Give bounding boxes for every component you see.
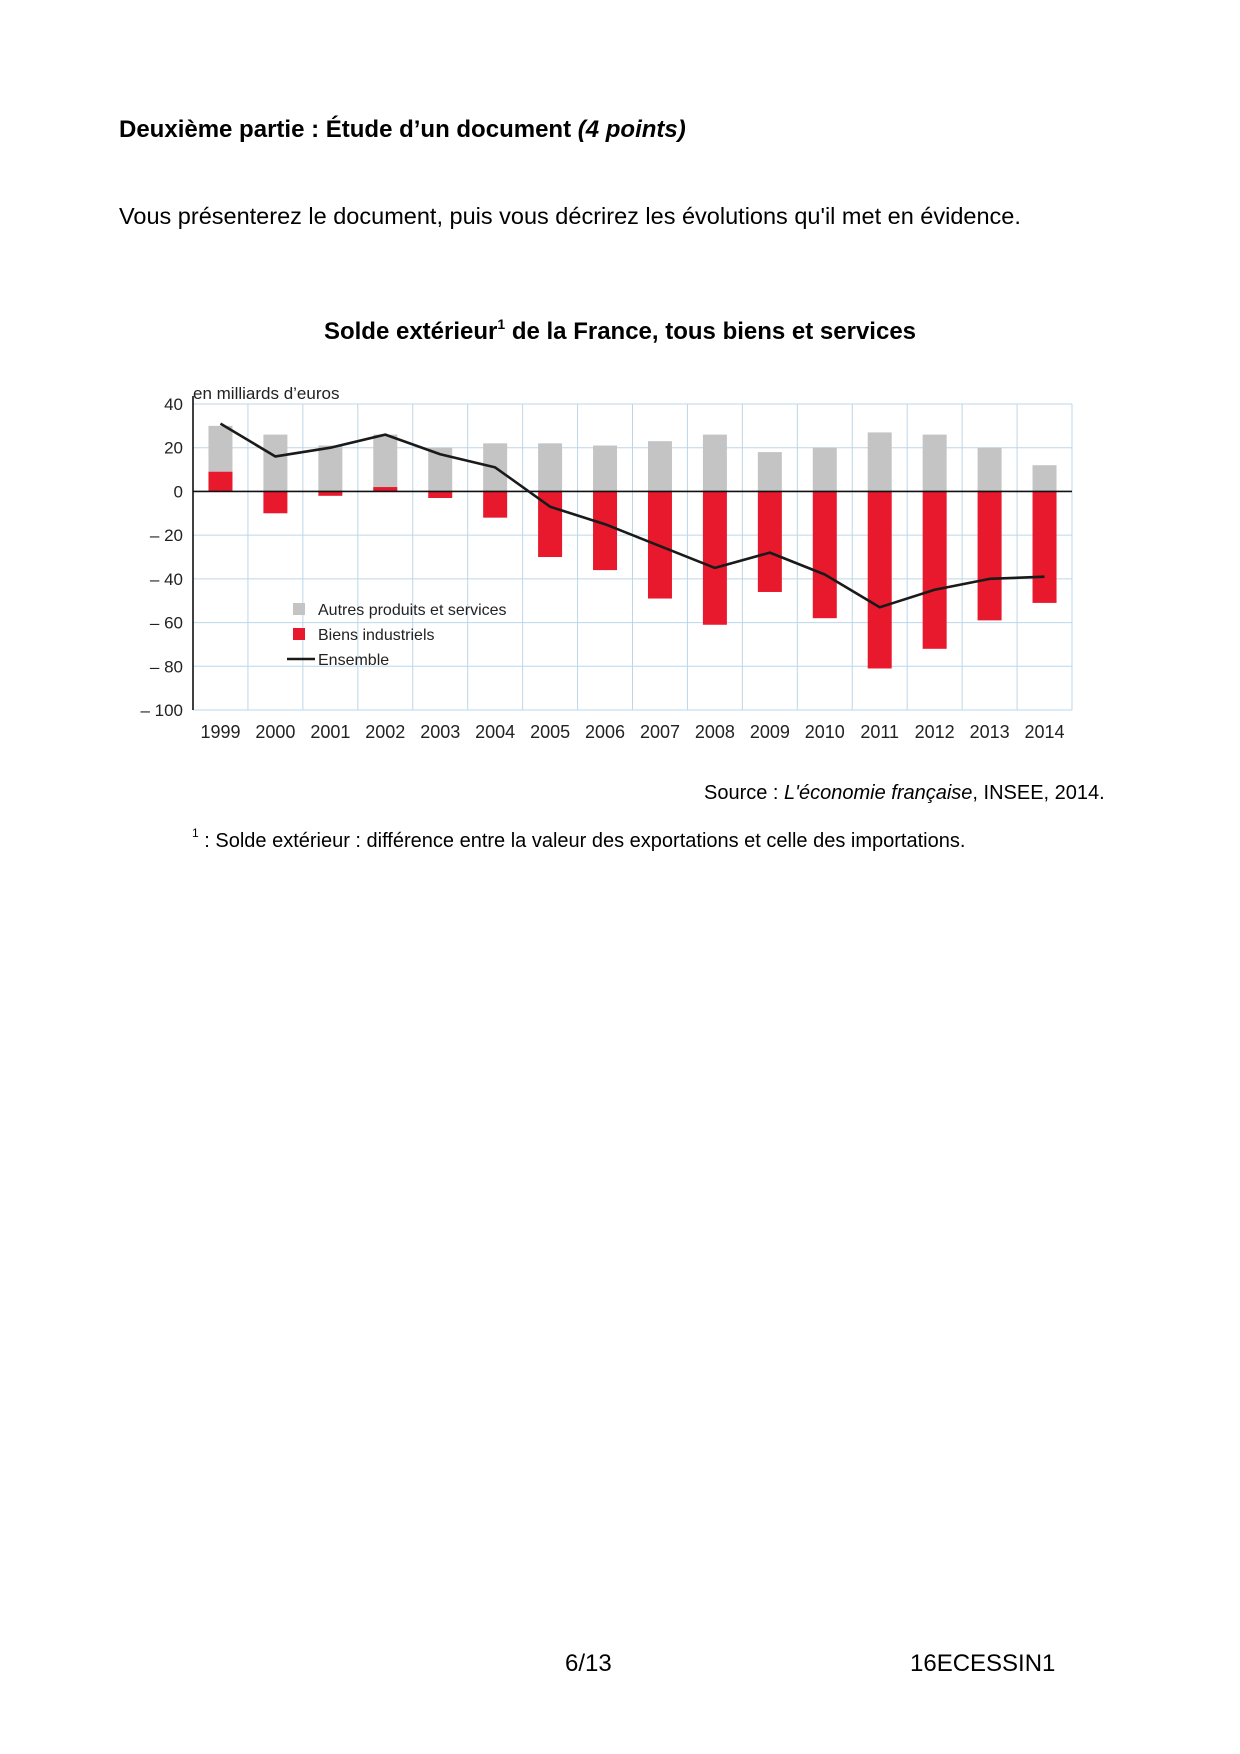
instruction-text: Vous présenterez le document, puis vous décrirez les évolutions qu'il met en évidence. — [119, 203, 1021, 229]
x-tick-label: 2008 — [694, 722, 735, 742]
legend-label: Ensemble — [318, 652, 390, 669]
x-tick-label: 2010 — [804, 722, 845, 742]
x-tick-label: 2001 — [310, 722, 351, 742]
y-tick-label: – 40 — [149, 569, 183, 589]
footnote-mark: 1 — [192, 826, 199, 840]
heading-main: Deuxième partie : Étude d’un document — [119, 116, 572, 143]
bar-autres-produits — [813, 448, 837, 492]
page-number: 6/13 — [565, 1650, 612, 1677]
bar-autres-produits — [758, 452, 782, 491]
source-prefix: Source : — [704, 782, 785, 804]
bar-biens-industriels — [483, 491, 507, 517]
bar-autres-produits — [703, 435, 727, 492]
bar-biens-industriels — [208, 472, 232, 492]
bar-biens-industriels — [978, 491, 1002, 620]
x-tick-label: 2003 — [420, 722, 461, 742]
chart-title-footnote-mark: 1 — [497, 316, 506, 332]
y-tick-label: 40 — [164, 395, 183, 414]
x-tick-label: 2007 — [639, 722, 680, 742]
x-tick-label: 2006 — [585, 722, 626, 742]
x-tick-label: 2014 — [1024, 722, 1065, 742]
legend-label: Biens industriels — [318, 627, 435, 644]
y-tick-label: 0 — [173, 482, 183, 502]
x-tick-label: 2004 — [475, 722, 516, 742]
chart-title-rest: de la France, tous biens et services — [505, 318, 917, 345]
bar-autres-produits — [318, 446, 342, 492]
bar-autres-produits — [538, 443, 562, 491]
bar-biens-industriels — [813, 491, 837, 618]
source-work: L'économie française — [784, 782, 973, 804]
bar-biens-industriels — [703, 491, 727, 624]
bar-biens-industriels — [593, 491, 617, 570]
y-tick-label: – 80 — [149, 657, 183, 677]
x-tick-label: 2000 — [255, 722, 296, 742]
y-tick-label: 20 — [164, 438, 183, 458]
bar-autres-produits — [978, 448, 1002, 492]
bar-autres-produits — [868, 432, 892, 491]
x-tick-label: 2012 — [914, 722, 955, 742]
legend-swatch-autres-produits — [293, 603, 305, 615]
bar-biens-industriels — [1033, 491, 1057, 602]
bar-autres-produits — [593, 446, 617, 492]
legend-swatch-biens-industriels — [293, 628, 305, 640]
bar-autres-produits — [373, 435, 397, 492]
y-tick-label: – 20 — [149, 526, 183, 546]
bar-biens-industriels — [263, 491, 287, 513]
bar-biens-industriels — [428, 491, 452, 498]
bar-autres-produits — [1033, 465, 1057, 491]
chart-unit-label: en milliards d’euros — [193, 384, 340, 403]
x-tick-label: 2011 — [860, 722, 900, 742]
y-tick-label: – 60 — [149, 613, 183, 633]
x-tick-label: 2013 — [969, 722, 1010, 742]
bar-biens-industriels — [923, 491, 947, 648]
heading-points: (4 points) — [577, 116, 686, 143]
footnote-text: : Solde extérieur : différence entre la valeur des exportations et celle des importations. — [198, 830, 966, 852]
document-code: 16ECESSIN1 — [910, 1650, 1056, 1677]
x-tick-label: 2009 — [749, 722, 790, 742]
footnote — [192, 826, 966, 853]
x-tick-label: 2005 — [530, 722, 571, 742]
x-tick-label: 2002 — [365, 722, 406, 742]
legend-label: Autres produits et services — [318, 602, 507, 619]
bar-autres-produits — [263, 435, 287, 492]
trade-balance-chart — [0, 0, 1240, 780]
x-tick-label: 1999 — [200, 722, 241, 742]
y-tick-label: – 100 — [140, 701, 183, 720]
bar-biens-industriels — [758, 491, 782, 592]
bar-biens-industriels — [868, 491, 892, 668]
source-citation — [704, 782, 1105, 805]
bar-autres-produits — [923, 435, 947, 492]
chart-title-main: Solde extérieur — [323, 318, 498, 345]
bar-autres-produits — [648, 441, 672, 491]
source-suffix: , INSEE, 2014. — [972, 782, 1105, 804]
